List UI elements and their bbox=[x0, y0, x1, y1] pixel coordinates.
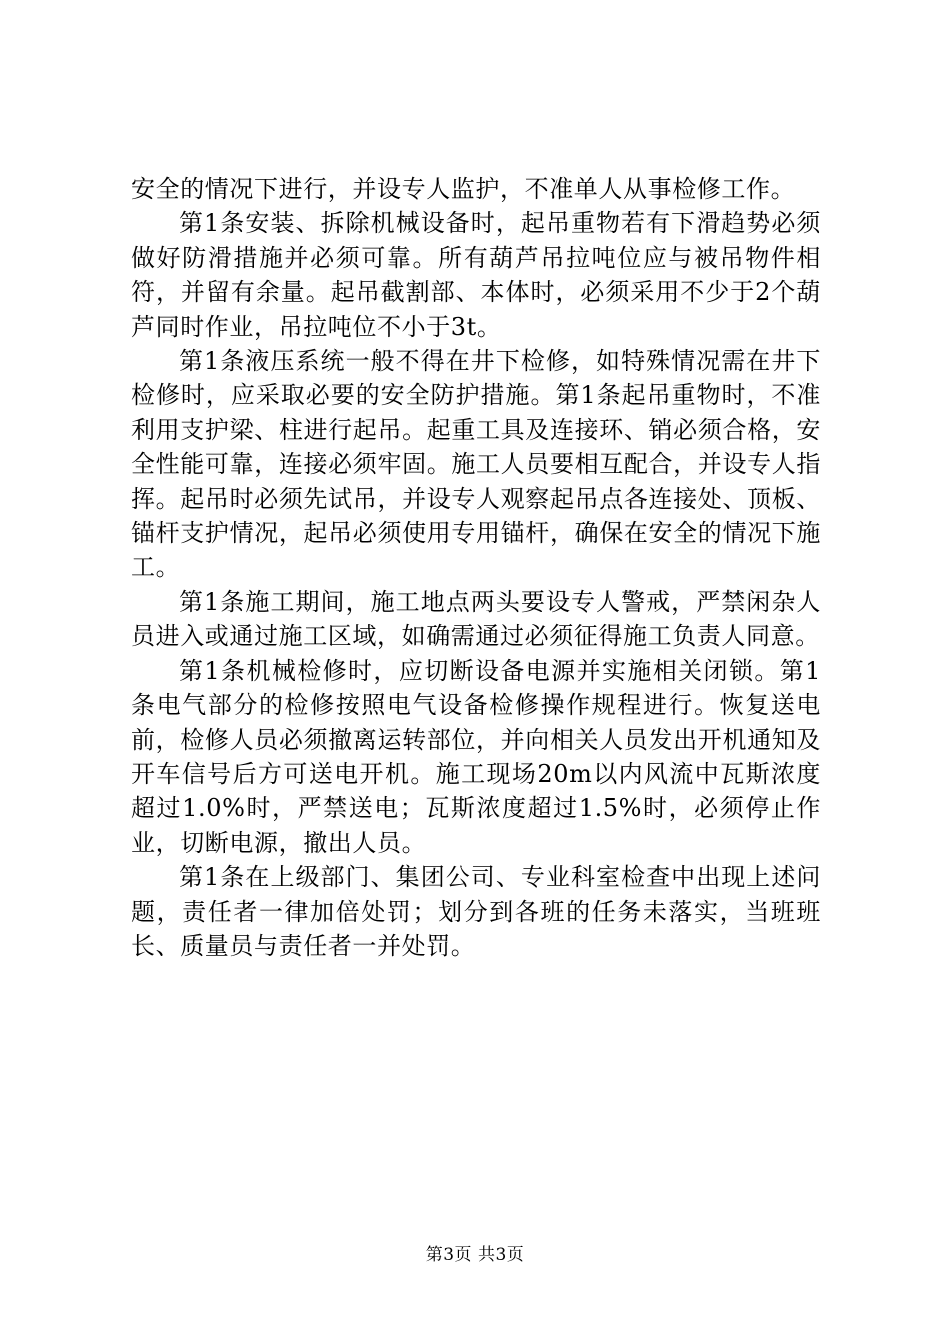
document-body bbox=[131, 172, 821, 963]
paragraph-mechanical-maintenance: 第1条机械检修时，应切断设备电源并实施相关闭锁。第1条电气部分的检修按照电气设备检修操作规程进行。恢复送电前，检修人员必须撤离运转部位，并向相关人员发出开机通知及开车信号后方可送电开机。施工现场20m以内风流中瓦斯浓度超过1.0%时，严禁送电；瓦斯浓度超过1.5%时，必须停止作业，切断电源，撤出人员。 bbox=[131, 656, 821, 857]
paragraph-hydraulic-system: 第1条液压系统一般不得在井下检修，如特殊情况需在井下检修时，应采取必要的安全防护措施。第1条起吊重物时，不准利用支护梁、柱进行起吊。起重工具及连接环、销必须合格，安全性能可靠，连接必须牢固。施工人员要相互配合，并设专人指挥。起吊时必须先试吊，并设专人观察起吊点各连接处、顶板、锚杆支护情况，起吊必须使用专用锚杆，确保在安全的情况下施工。 bbox=[131, 347, 821, 582]
paragraph-continuation: 安全的情况下进行，并设专人监护，不准单人从事检修工作。 bbox=[131, 175, 796, 203]
paragraph-construction-period: 第1条施工期间，施工地点两头要设专人警戒，严禁闲杂人员进入或通过施工区域，如确需通过必须征得施工负责人同意。 bbox=[131, 587, 821, 651]
page-footer: 第3页 共3页 bbox=[425, 1245, 525, 1265]
paragraph-lifting-installation: 第1条安装、拆除机械设备时，起吊重物若有下滑趋势必须做好防滑措施并必须可靠。所有葫芦吊拉吨位应与被吊物件相符，并留有余量。起吊截割部、本体时，必须采用不少于2个葫芦同时作业，吊拉吨位不小于3t。 bbox=[131, 209, 821, 341]
paragraph-penalty: 第1条在上级部门、集团公司、专业科室检查中出现上述问题，责任者一律加倍处罚；划分到各班的任务未落实，当班班长、质量员与责任者一并处罚。 bbox=[131, 863, 821, 960]
